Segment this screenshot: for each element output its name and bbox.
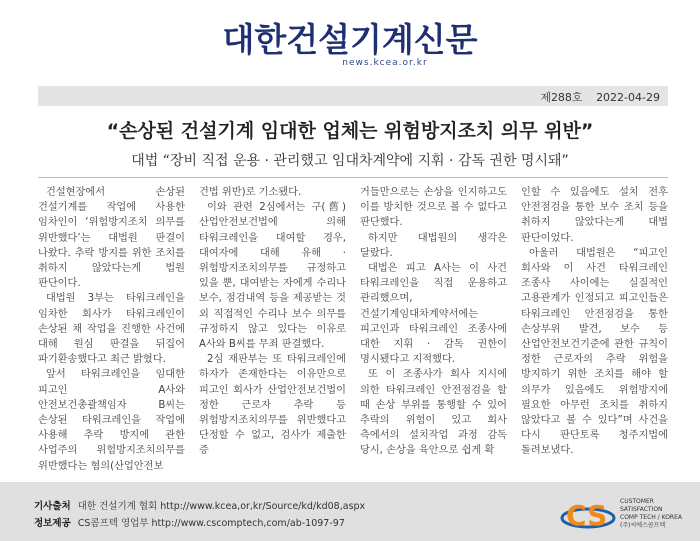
article-body: [38, 185, 668, 472]
paragraph: 대법원 3부는 타워크레인을 임차한 회사가 타워크레인이 손상된 채 작업을 진행한 사건에 대해 원심 판결을 뒤집어 파기환송했다고 최근 밝혔다.: [38, 293, 185, 366]
divider: [38, 177, 668, 178]
issue-date: 2022-04-29: [596, 91, 660, 104]
paragraph: 이와 관련 2심에서는 구(舊) 산업안전보건법에 의해 타워크레인을 대여할 경우, 대여자에 대해 유해 · 위험방지조치의무를 규정하고 있을 뿐, 대여받는 자에게 수리나 보수, 점검내역 등을 제공받는 것 외 직접적인 수리나 보수 의무를 규정하지 않고 있다는 이유로 A사와 B씨를 무죄 판결했다.: [199, 202, 346, 351]
article-column-2: [199, 185, 346, 455]
svg-text:CS: CS: [566, 499, 608, 532]
info-link[interactable]: CS콤프텍 영업부 http://www.cscomptech,com/ab-1097-97: [77, 518, 345, 529]
paragraph: 또 이 조종사가 회사 지시에 의한 타워크레인 안전점검을 할 때 손상 부위를 통행할 수 있어 추락의 위험이 있고 회사 측에서의 설치작업 과정 감독 당시, 손상을 육안으로 쉽게 확: [360, 369, 507, 457]
footer: [0, 482, 700, 541]
source-line: [34, 498, 365, 512]
logo-line: COMP TECH / KOREA: [620, 514, 683, 521]
info-line: [34, 515, 345, 529]
info-label: 정보제공: [34, 518, 71, 529]
article-column-4: [521, 185, 668, 455]
paragraph: 건설현장에서 손상된 건설기계를 작업에 사용한 임차인이 ‘위험방지조치 의무를 위반했다’는 대법원 판결이 나왔다. 추락 방지를 위한 조치를 취하지 않았다는게 법원 판단이다.: [38, 187, 185, 290]
masthead: [0, 20, 700, 68]
paragraph: 거들만으로는 손상을 인지하고도 이를 방치한 것으로 볼 수 없다고 판단했다.: [360, 187, 507, 229]
issue-number: 제288호: [540, 91, 583, 104]
issue-info: [530, 89, 660, 105]
source-link[interactable]: 대한 건설기계 협회 http://www.kcea,or,kr/Source/kd/kd08,aspx: [77, 501, 366, 512]
logo-text: [620, 498, 690, 530]
paragraph: 하지만 대법원의 생각은 달랐다.: [360, 232, 507, 259]
paragraph: 아울러 대법원은 “피고인 회사와 이 사건 타워크레인 조종사 사이에는 실질적인 고용관계가 인정되고 피고인들은 타워크레인 안전점검을 통한 손상부위 발견, 보수 등 산업안전보건기준에 관한 규칙이 정한 근로자의 추락 위험을 방지하기 위한 조치를 해야 할 의무가 있음에도 위험방지에 필요한 아무런 조치를 취하지 않았다고 볼 수 있다”며 사건을 다시 판단토록 청주지법에 돌려보냈다.: [521, 247, 668, 457]
paragraph: 건법 위반)로 기소됐다.: [199, 187, 302, 198]
source-label: 기사출처: [34, 501, 71, 512]
article-headline: “손상된 건설기계 임대한 업체는 위험방지조치 의무 위반”: [106, 120, 594, 142]
issue-bar: [38, 86, 668, 106]
paragraph: 앞서 타워크레인을 임대한 피고인 A사와 안전보건총괄책임자 B씨는 손상된 타워크레인을 작업에 사용해 추락 방지에 관한 사업주의 위험방지조치의무를 위반했다는 혐의(산업안전보: [38, 369, 185, 472]
logo-line: CUSTOMER SATISFACTION: [620, 498, 663, 513]
masthead-url: news.kcea.or.kr: [342, 58, 428, 68]
article-column-3: [360, 185, 507, 455]
cs-logo: [560, 494, 690, 534]
paragraph: 인할 수 있음에도 설치 전후 안전점검을 통한 보수 조치 등을 취하지 않았다는게 대법 판단이었다.: [521, 187, 668, 244]
article-subhead: 대법 “장비 직접 운용 · 관리했고 임대차계약에 지휘 · 감독 권한 명시돼”: [131, 153, 569, 169]
article-column-1: [38, 185, 185, 472]
cs-logo-icon: [560, 494, 618, 534]
paragraph: 대법은 피고 A사는 이 사건 타워크레인을 직접 운용하고 관리했으며, 건설기계임대차계약서에는 피고인과 타워크레인 조종사에 대한 지휘 · 감독 권한이 명시됐다고 지적했다.: [360, 263, 507, 366]
paragraph: 2심 재판부는 또 타워크레인에 하자가 존재한다는 이유만으로 피고인 회사가 산업안전보건법이 정한 근로자 추락 등 위험방지조치의무를 위반했다고 단정할 수 없고, 검사가 제출한 증: [199, 354, 346, 457]
masthead-title: 대한건설기계신문: [222, 20, 478, 59]
logo-line: (주)씨에스콤프텍: [620, 522, 666, 529]
